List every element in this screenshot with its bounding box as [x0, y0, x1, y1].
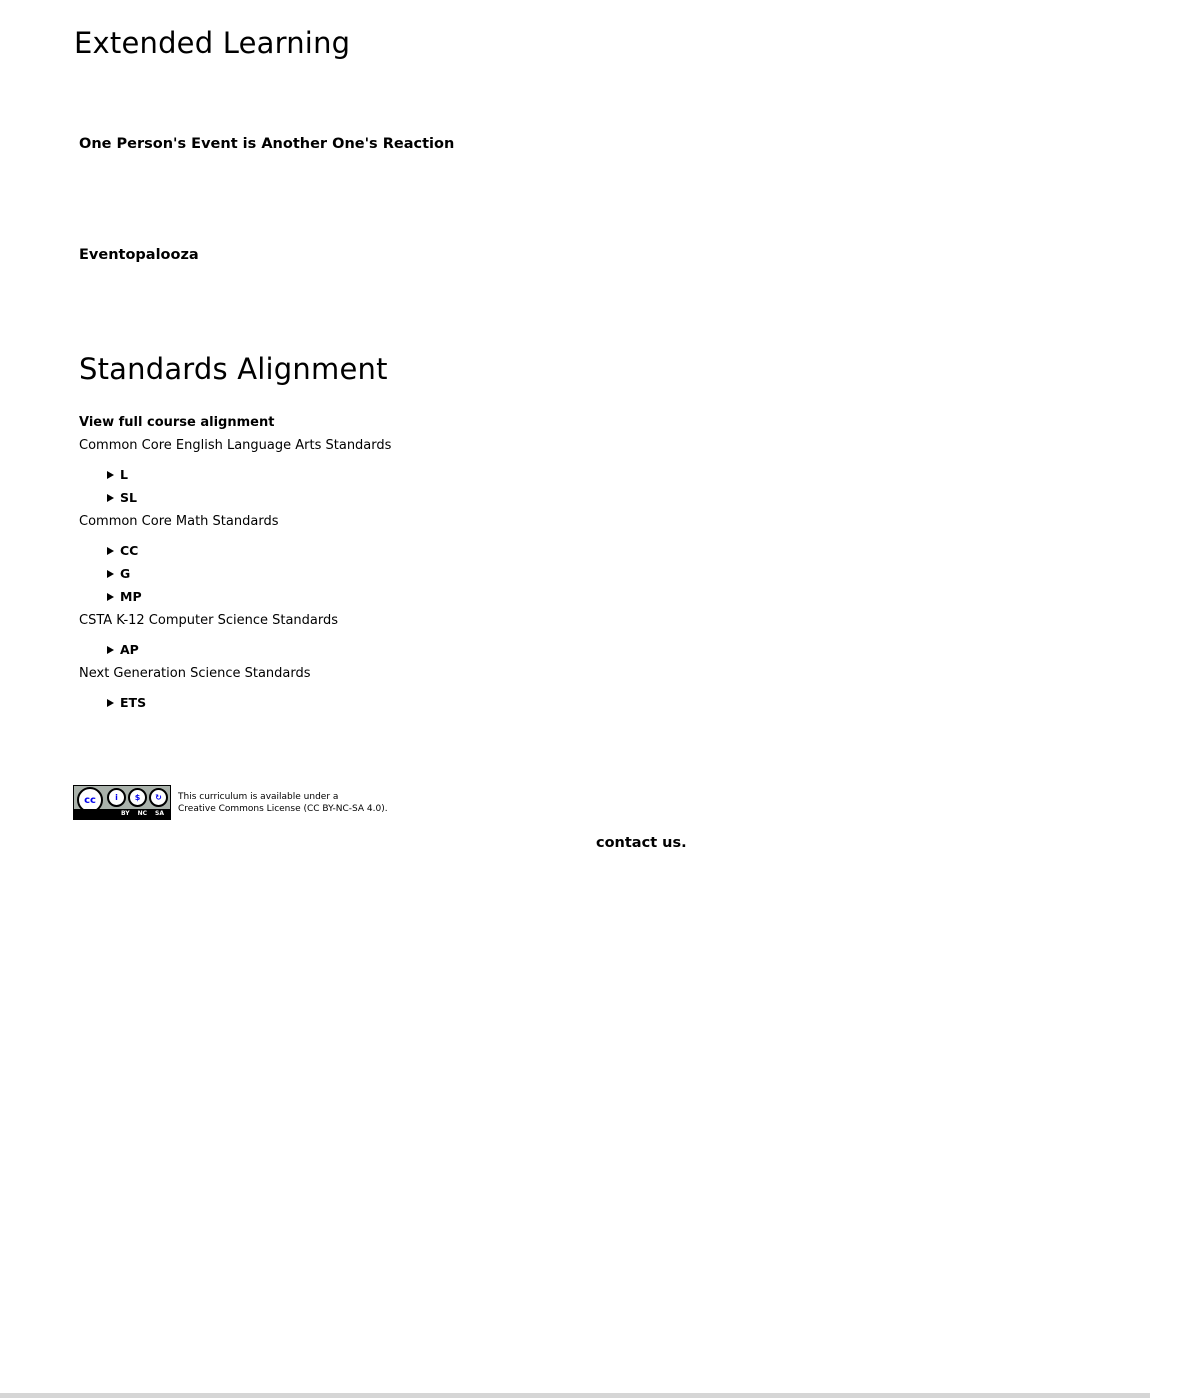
horizontal-scrollbar[interactable] [0, 1393, 1150, 1398]
triangle-right-icon [107, 570, 114, 578]
sharealike-icon: ↻ [149, 788, 168, 807]
standards-group-items [79, 531, 679, 612]
noncommercial-icon: $ [128, 788, 147, 807]
standard-item-label: SL [120, 490, 137, 505]
triangle-right-icon [107, 699, 114, 707]
standard-item-g[interactable] [107, 562, 679, 585]
standards-group-title: Next Generation Science Standards [79, 666, 311, 681]
standards-group [79, 665, 679, 718]
standard-item-label: CC [120, 543, 139, 558]
standard-item-label: L [120, 467, 128, 482]
standard-item-label: G [120, 566, 131, 581]
view-full-course-alignment-link[interactable]: View full course alignment [79, 415, 275, 430]
standards-group-items [79, 455, 679, 513]
license-badge-labels [74, 809, 170, 819]
standards-group [79, 513, 679, 612]
standard-item-cc[interactable] [107, 539, 679, 562]
standards-group [79, 612, 679, 665]
license-link[interactable]: Creative Commons License (CC BY-NC-SA 4.0). [178, 804, 388, 814]
standards-list [79, 437, 679, 718]
standard-item-ap[interactable] [107, 638, 679, 661]
triangle-right-icon [107, 547, 114, 555]
license-text [178, 785, 388, 815]
license-text-line1: This curriculum is available under a [178, 792, 339, 802]
standards-group-title: Common Core Math Standards [79, 514, 279, 529]
standards-group-items [79, 683, 679, 718]
license-badge-label: SA [155, 810, 164, 817]
license-block [73, 785, 388, 820]
standard-item-label: ETS [120, 695, 147, 710]
contact-us-link[interactable]: contact us. [596, 835, 687, 851]
standard-item-label: AP [120, 642, 139, 657]
activity-title: One Person's Event is Another One's Reaction [79, 136, 455, 152]
extended-learning-heading: Extended Learning [74, 26, 351, 60]
license-badge-label: NC [137, 810, 148, 817]
creative-commons-icon[interactable] [73, 785, 171, 820]
standards-group-title: CSTA K-12 Computer Science Standards [79, 613, 339, 628]
activity-title: Eventopalooza [79, 247, 199, 263]
standard-item-label: MP [120, 589, 142, 604]
triangle-right-icon [107, 593, 114, 601]
standards-alignment-heading: Standards Alignment [79, 352, 388, 386]
attribution-icon: i [107, 788, 126, 807]
cc-circle-icon: cc [77, 787, 103, 813]
standard-item-mp[interactable] [107, 585, 679, 608]
triangle-right-icon [107, 494, 114, 502]
license-badge-label: BY [121, 810, 130, 817]
standards-group-items [79, 630, 679, 665]
triangle-right-icon [107, 471, 114, 479]
standards-group [79, 437, 679, 513]
standard-item-ets[interactable] [107, 691, 679, 714]
standard-item-l[interactable] [107, 463, 679, 486]
standards-group-title: Common Core English Language Arts Standards [79, 438, 392, 453]
triangle-right-icon [107, 646, 114, 654]
standard-item-sl[interactable] [107, 486, 679, 509]
